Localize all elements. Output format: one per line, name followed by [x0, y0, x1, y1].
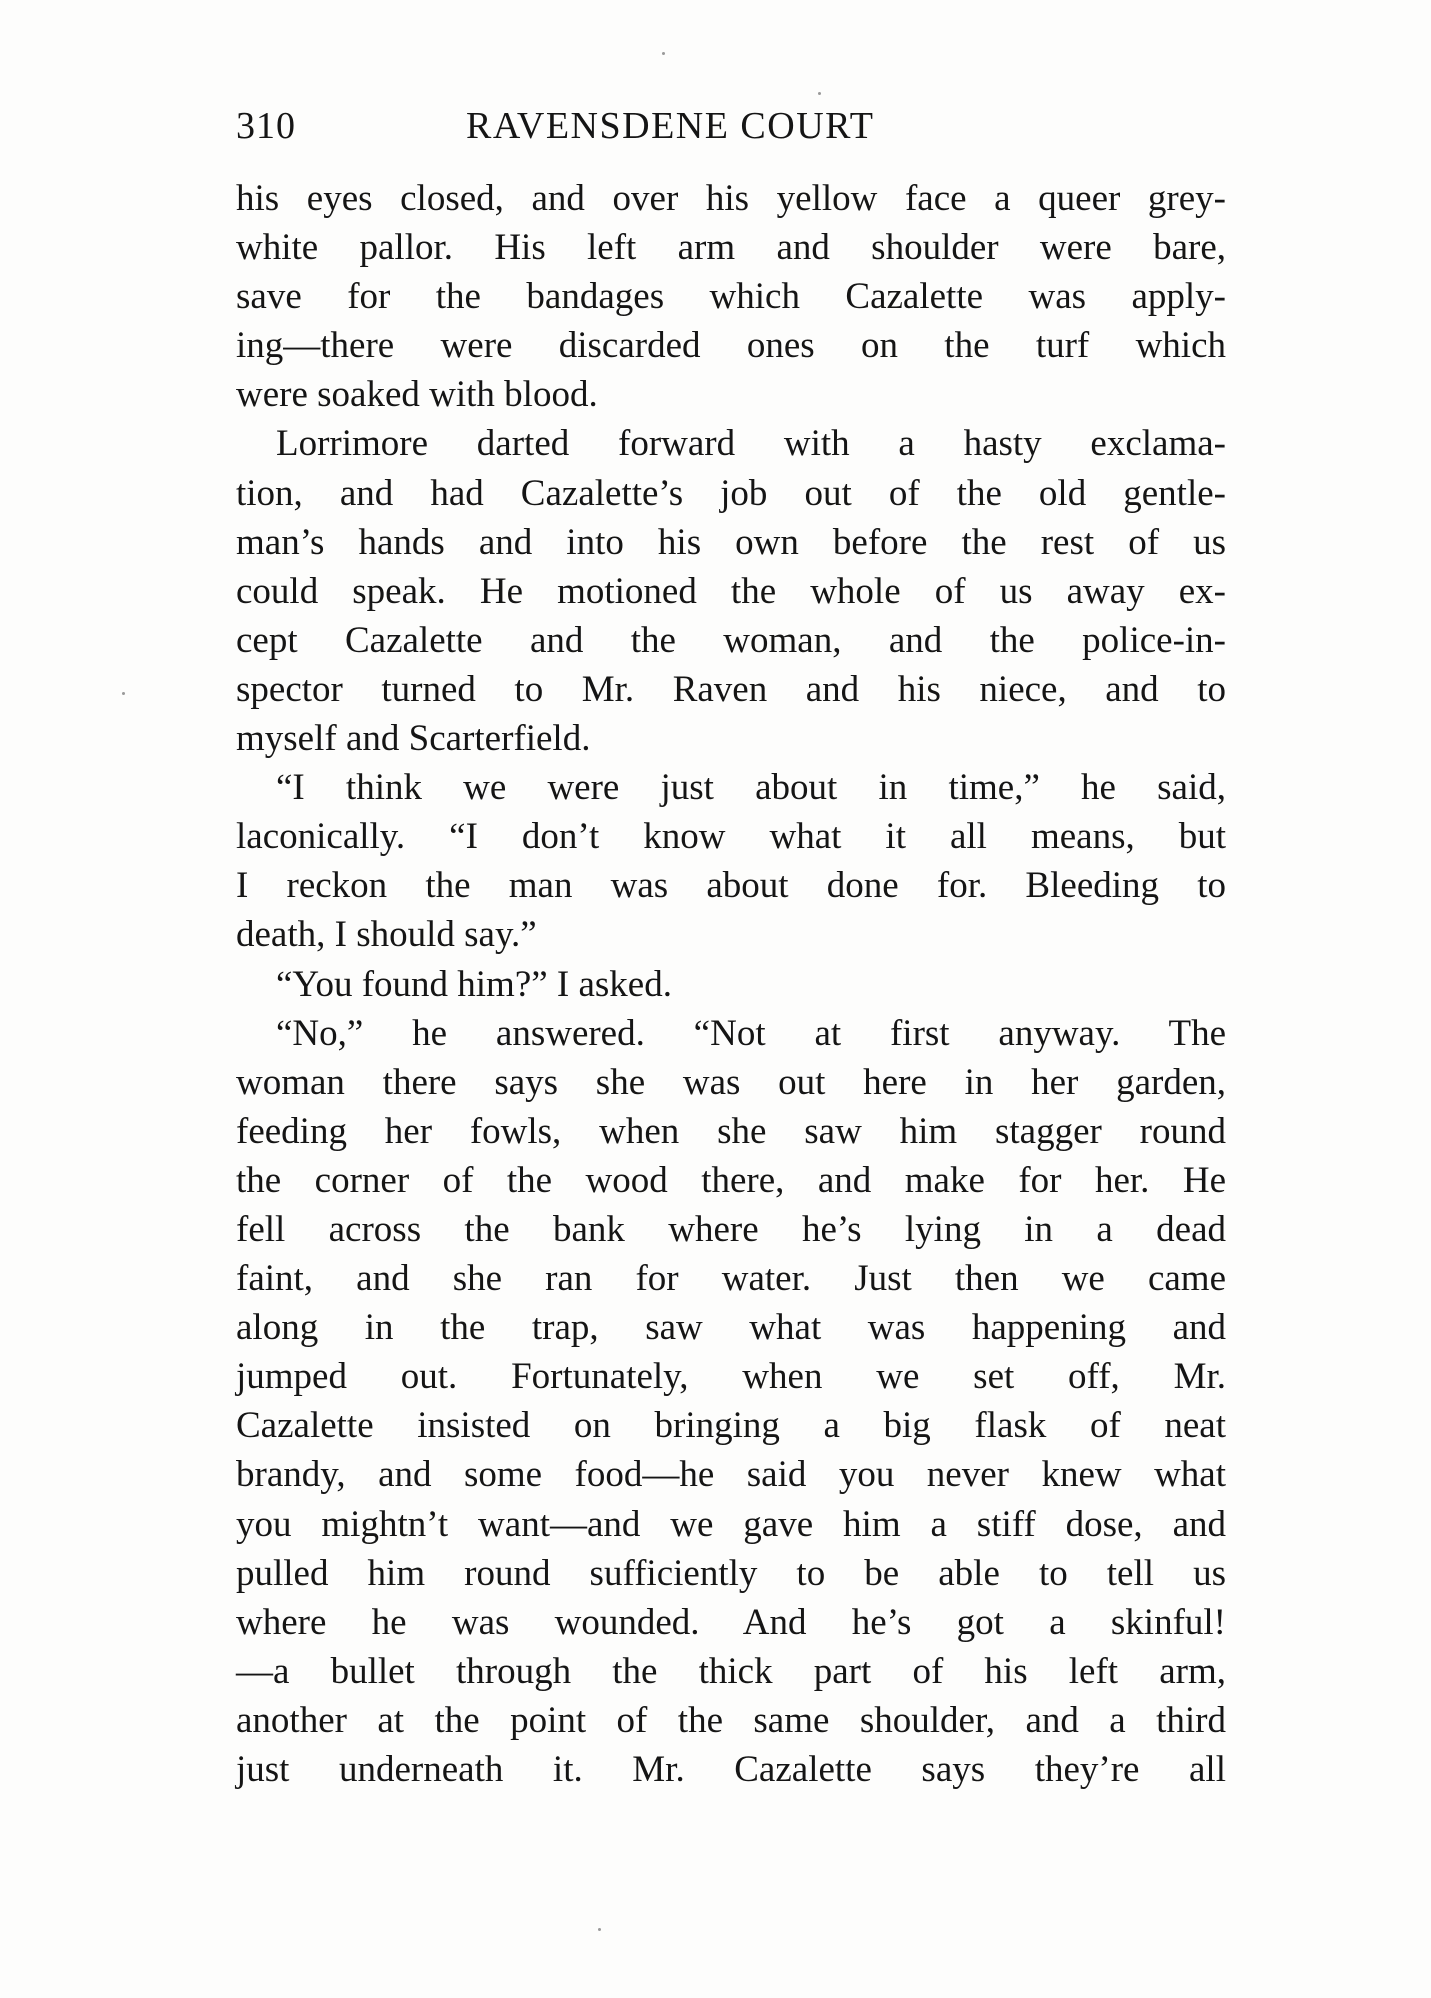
text-line: “I think we were just about in time,” he said, [276, 767, 1226, 809]
text-line: Cazalette insisted on bringing a big flask of neat [236, 1405, 1226, 1447]
text-line: ing—there were discarded ones on the turf which [236, 325, 1226, 367]
text-line: pulled him round sufficiently to be able to tell us [236, 1552, 1226, 1594]
scan-speck [598, 1928, 601, 1931]
text-line: woman there says she was out here in her garden, [236, 1061, 1226, 1103]
page-number: 310 [236, 105, 296, 147]
text-line: where he was wounded. And he’s got a skinful! [236, 1601, 1226, 1643]
text-line: myself and Scarterfield. [236, 718, 591, 760]
text-line: Lorrimore darted forward with a hasty exclama- [276, 423, 1226, 465]
text-line: save for the bandages which Cazalette was apply- [236, 276, 1226, 318]
scan-speck [662, 52, 665, 55]
scan-speck [818, 92, 821, 95]
text-line: just underneath it. Mr. Cazalette says they’re all [236, 1749, 1226, 1790]
text-line: spector turned to Mr. Raven and his niece, and to [236, 668, 1226, 710]
text-line: cept Cazalette and the woman, and the police-in- [236, 619, 1226, 661]
text-line: were soaked with blood. [236, 374, 598, 416]
running-title: RAVENSDENE COURT [466, 105, 875, 147]
text-line: along in the trap, saw what was happening and [236, 1307, 1226, 1349]
text-line: laconically. “I don’t know what it all means, but [236, 816, 1226, 858]
text-line: feeding her fowls, when she saw him stagger round [236, 1110, 1226, 1152]
text-line: “No,” he answered. “Not at first anyway. The [276, 1012, 1226, 1054]
text-line: jumped out. Fortunately, when we set off, Mr. [236, 1356, 1226, 1398]
text-line: tion, and had Cazalette’s job out of the old gentle- [236, 472, 1226, 514]
text-line: brandy, and some food—he said you never knew what [236, 1454, 1226, 1496]
text-line: “You found him?” I asked. [276, 963, 672, 1005]
page-header [236, 104, 1226, 164]
text-line: fell across the bank where he’s lying in a dead [236, 1208, 1226, 1250]
text-line: could speak. He motioned the whole of us away ex- [236, 570, 1226, 612]
text-line: death, I should say.” [236, 914, 537, 956]
text-line: I reckon the man was about done for. Bleeding to [236, 865, 1226, 907]
body-text [236, 174, 1226, 1794]
text-line: —a bullet through the thick part of his left arm, [236, 1650, 1226, 1692]
text-line: faint, and she ran for water. Just then we came [236, 1258, 1226, 1300]
text-line: another at the point of the same shoulder, and a third [236, 1699, 1226, 1741]
text-line: the corner of the wood there, and make for her. He [236, 1159, 1226, 1201]
text-line: you mightn’t want—and we gave him a stiff dose, and [236, 1503, 1226, 1545]
text-line: man’s hands and into his own before the rest of us [236, 521, 1226, 563]
scan-speck [122, 692, 125, 695]
text-line: white pallor. His left arm and shoulder were bare, [236, 227, 1226, 269]
text-line: his eyes closed, and over his yellow face a queer grey- [236, 178, 1226, 219]
